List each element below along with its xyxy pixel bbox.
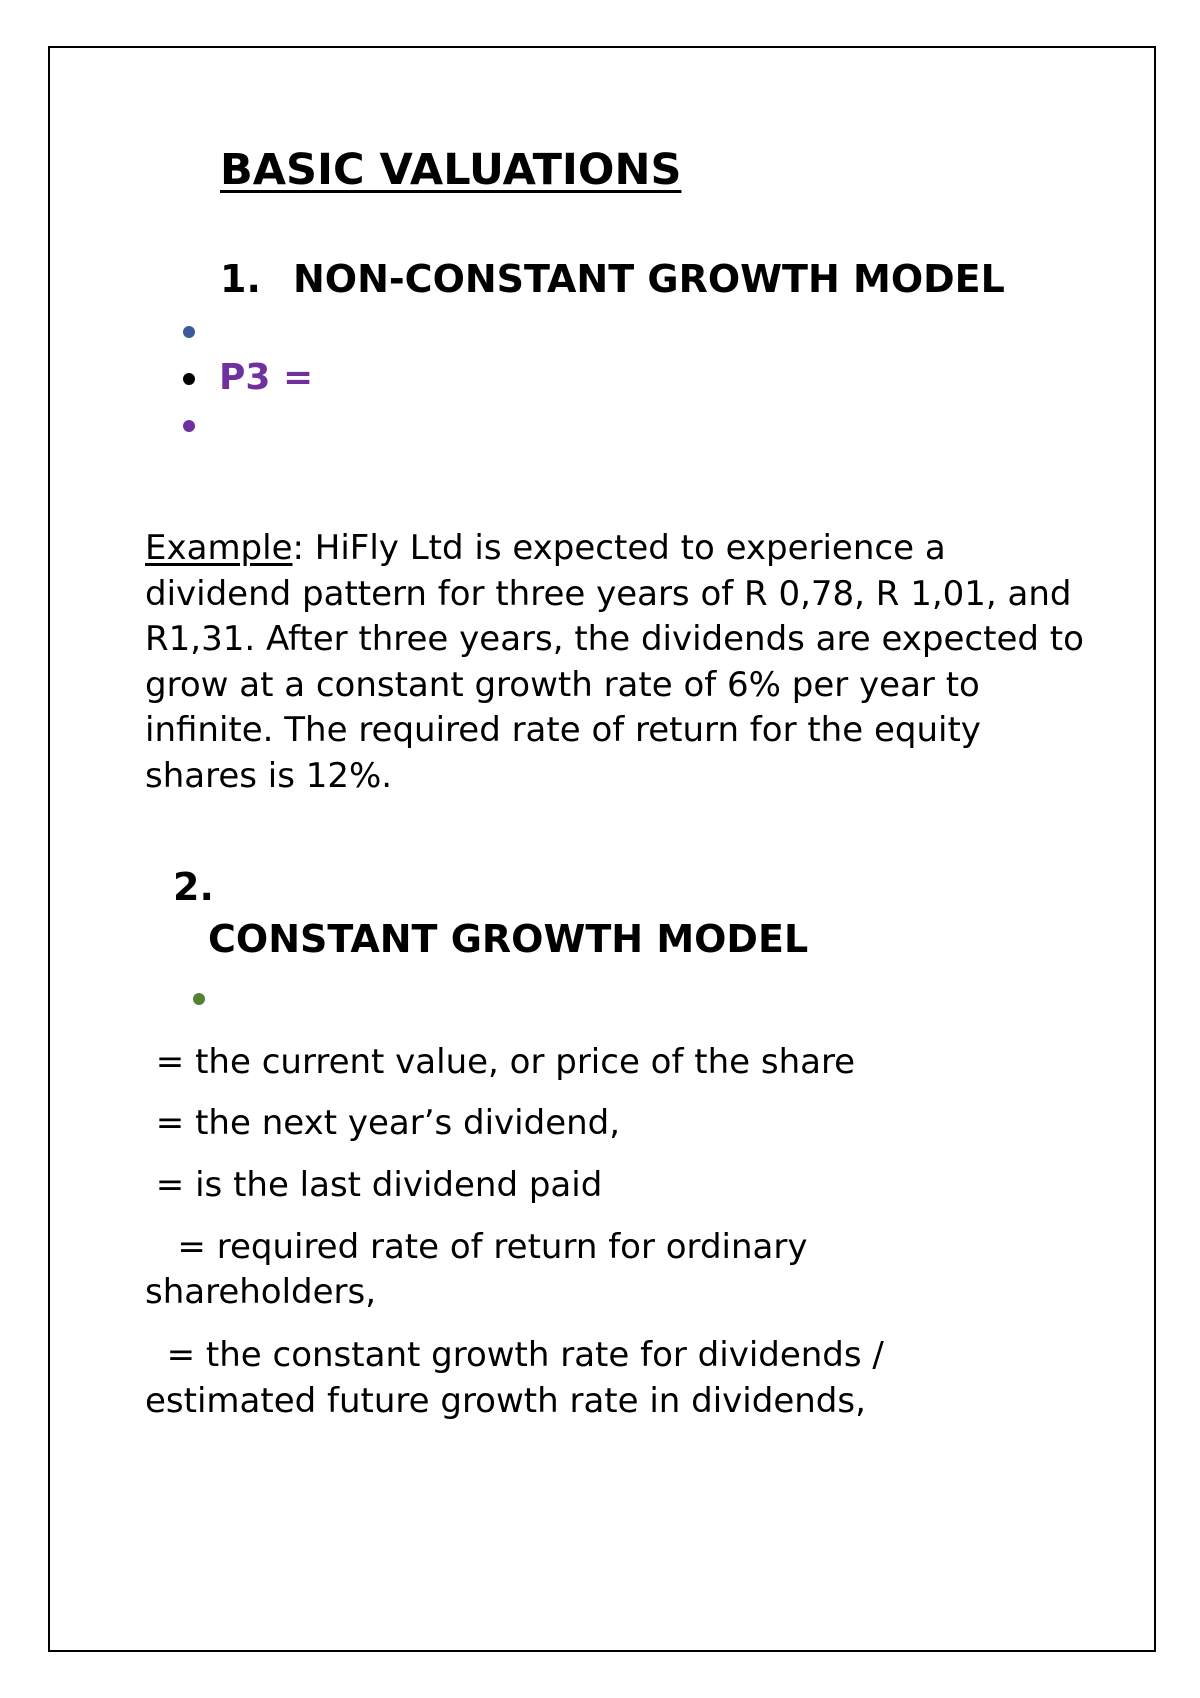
definition-growth-rate: = the constant growth rate for dividends / xyxy=(145,1335,884,1375)
definition-last-dividend: = is the last dividend paid xyxy=(145,1165,603,1205)
definition-required-return: = required rate of return for ordinary xyxy=(145,1227,808,1267)
bullet-2 xyxy=(183,373,195,385)
page-title: BASIC VALUATIONS xyxy=(220,145,682,195)
bullet-1 xyxy=(183,326,195,338)
example-label: Example xyxy=(145,528,293,568)
formula-p3-label: P3 = xyxy=(219,357,314,398)
bullet-4 xyxy=(193,993,205,1005)
definition-required-return-cont: shareholders, xyxy=(145,1272,377,1312)
section-2-number: 2. xyxy=(173,865,214,909)
section-1-number: 1. xyxy=(220,257,261,301)
definition-current-value: = the current value, or price of the share xyxy=(145,1042,856,1082)
example-paragraph xyxy=(145,526,1085,799)
example-text: : HiFly Ltd is expected to experience a dividend pattern for three years of R 0,78, R 1,01, and R1,31. After three years, the dividends are expected to grow at a constant growth rate of 6% per year to infinite. The required rate of return for the equity shares is 12%. xyxy=(145,528,1084,796)
section-1-heading: NON-CONSTANT GROWTH MODEL xyxy=(293,257,1005,301)
section-2-heading: CONSTANT GROWTH MODEL xyxy=(208,917,809,961)
definition-next-dividend: = the next year’s dividend, xyxy=(145,1103,621,1143)
bullet-3 xyxy=(183,420,195,432)
definition-growth-rate-cont: estimated future growth rate in dividends, xyxy=(145,1381,866,1421)
